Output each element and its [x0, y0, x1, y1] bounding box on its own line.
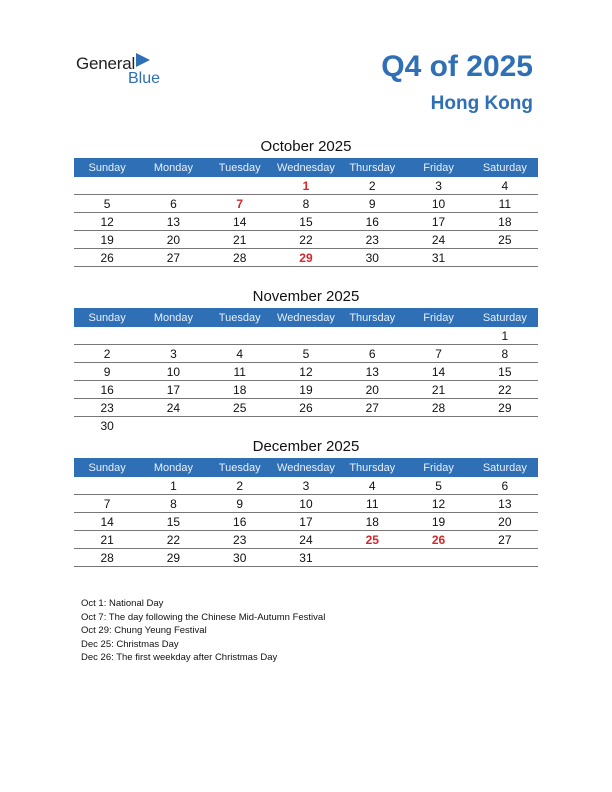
empty-cell [207, 417, 273, 435]
day-cell: 29 [273, 249, 339, 267]
day-cell: 5 [273, 345, 339, 363]
holiday-note: Oct 29: Chung Yeung Festival [81, 625, 207, 637]
day-cell: 1 [273, 177, 339, 195]
day-cell: 7 [405, 345, 471, 363]
week-row [74, 231, 538, 249]
empty-cell [405, 327, 471, 345]
day-cell: 30 [207, 549, 273, 567]
calendar-november [74, 286, 538, 434]
day-cell: 7 [207, 195, 273, 213]
weekday-header: Saturday [472, 458, 538, 477]
day-cell: 19 [273, 381, 339, 399]
day-cell: 23 [74, 399, 140, 417]
weekday-header: Monday [140, 308, 206, 327]
weekday-header: Thursday [339, 458, 405, 477]
week-row [74, 477, 538, 495]
weekday-header: Thursday [339, 158, 405, 177]
weekday-header: Monday [140, 458, 206, 477]
day-cell: 3 [405, 177, 471, 195]
day-cell: 3 [273, 477, 339, 495]
day-cell: 6 [472, 477, 538, 495]
day-cell: 16 [74, 381, 140, 399]
day-cell: 18 [207, 381, 273, 399]
day-cell: 7 [74, 495, 140, 513]
day-cell: 29 [140, 549, 206, 567]
day-cell: 10 [140, 363, 206, 381]
logo-text-general: General [76, 54, 136, 73]
day-cell: 13 [339, 363, 405, 381]
day-cell: 22 [140, 531, 206, 549]
day-cell: 21 [207, 231, 273, 249]
empty-cell [273, 327, 339, 345]
day-cell: 28 [405, 399, 471, 417]
day-cell: 1 [140, 477, 206, 495]
region-label: Hong Kong [430, 93, 533, 114]
day-cell: 11 [472, 195, 538, 213]
month-title: October 2025 [260, 138, 352, 155]
month-title: December 2025 [252, 438, 360, 455]
week-row [74, 249, 538, 267]
day-cell: 15 [472, 363, 538, 381]
day-cell: 2 [74, 345, 140, 363]
day-cell: 16 [207, 513, 273, 531]
day-cell: 18 [339, 513, 405, 531]
day-cell: 30 [100, 418, 114, 433]
weekday-header: Friday [405, 308, 471, 327]
day-cell: 17 [405, 213, 471, 231]
day-cell: 18 [472, 213, 538, 231]
weekday-header: Sunday [74, 158, 140, 177]
week-row [74, 213, 538, 231]
week-row [74, 549, 538, 567]
holiday-note: Dec 26: The first weekday after Christmas Day [81, 652, 278, 664]
logo-text-blue: Blue [128, 70, 161, 87]
empty-cell [140, 417, 206, 435]
day-cell: 5 [74, 195, 140, 213]
holiday-notes [81, 597, 325, 665]
calendar-october [74, 136, 538, 267]
day-cell: 28 [74, 549, 140, 567]
day-cell: 4 [339, 477, 405, 495]
weekday-header: Monday [140, 158, 206, 177]
day-cell: 25 [472, 231, 538, 249]
day-cell: 23 [207, 531, 273, 549]
empty-cell [339, 327, 405, 345]
day-cell: 14 [74, 513, 140, 531]
empty-cell [273, 417, 339, 435]
day-cell: 9 [207, 495, 273, 513]
empty-cell [140, 177, 206, 195]
day-cell: 12 [273, 363, 339, 381]
day-cell: 21 [405, 381, 471, 399]
day-cell: 11 [339, 495, 405, 513]
day-cell: 19 [74, 231, 140, 249]
weekday-header: Saturday [472, 158, 538, 177]
generalblue-logo [76, 52, 186, 92]
holiday-note: Dec 25: Christmas Day [81, 638, 179, 650]
empty-cell [74, 327, 140, 345]
day-cell: 8 [273, 195, 339, 213]
week-row [74, 495, 538, 513]
empty-cell [207, 327, 273, 345]
day-cell: 20 [339, 381, 405, 399]
month-grid [74, 308, 538, 434]
day-cell: 26 [273, 399, 339, 417]
day-cell: 17 [140, 381, 206, 399]
day-cell: 13 [472, 495, 538, 513]
day-cell: 31 [405, 249, 471, 267]
day-cell: 2 [207, 477, 273, 495]
day-cell: 25 [207, 399, 273, 417]
weekday-header: Friday [405, 458, 471, 477]
day-cell: 12 [405, 495, 471, 513]
day-cell: 9 [339, 195, 405, 213]
day-cell: 8 [140, 495, 206, 513]
day-cell: 22 [273, 231, 339, 249]
day-cell: 30 [339, 249, 405, 267]
empty-cell [472, 249, 538, 267]
day-cell: 2 [339, 177, 405, 195]
week-row [74, 417, 538, 435]
week-row [74, 345, 538, 363]
day-cell: 27 [339, 399, 405, 417]
day-cell: 6 [140, 195, 206, 213]
day-cell: 3 [140, 345, 206, 363]
day-cell: 1 [472, 327, 538, 345]
empty-cell [339, 417, 405, 435]
day-cell: 27 [472, 531, 538, 549]
day-cell: 16 [339, 213, 405, 231]
day-cell: 22 [472, 381, 538, 399]
week-row [74, 195, 538, 213]
empty-cell [472, 417, 538, 435]
page-title: Q4 of 2025 [381, 50, 533, 83]
weekday-header: Wednesday [273, 308, 339, 327]
day-cell: 8 [472, 345, 538, 363]
empty-cell [405, 417, 471, 435]
day-cell: 26 [405, 531, 471, 549]
holiday-note: Oct 7: The day following the Chinese Mid-Autumn Festival [81, 611, 326, 623]
day-cell: 11 [207, 363, 273, 381]
day-cell: 28 [207, 249, 273, 267]
day-cell: 6 [339, 345, 405, 363]
weekday-header: Wednesday [273, 158, 339, 177]
day-cell: 20 [140, 231, 206, 249]
week-row [74, 327, 538, 345]
day-cell: 21 [74, 531, 140, 549]
holiday-note: Oct 1: National Day [81, 598, 164, 609]
weekday-header: Tuesday [207, 308, 273, 327]
day-cell: 25 [339, 531, 405, 549]
weekday-header: Sunday [74, 458, 140, 477]
week-row [74, 531, 538, 549]
day-cell: 4 [207, 345, 273, 363]
day-cell: 10 [273, 495, 339, 513]
day-cell: 4 [472, 177, 538, 195]
week-row [74, 399, 538, 417]
day-cell: 24 [405, 231, 471, 249]
day-cell: 24 [140, 399, 206, 417]
week-row [74, 381, 538, 399]
day-cell: 9 [74, 363, 140, 381]
day-cell: 5 [405, 477, 471, 495]
day-cell: 26 [74, 249, 140, 267]
day-cell: 29 [472, 399, 538, 417]
day-cell: 20 [472, 513, 538, 531]
weekday-header: Wednesday [273, 458, 339, 477]
day-cell: 23 [339, 231, 405, 249]
day-cell: 14 [405, 363, 471, 381]
weekday-header: Friday [405, 158, 471, 177]
empty-cell [140, 327, 206, 345]
day-cell: 12 [74, 213, 140, 231]
empty-cell [472, 549, 538, 567]
calendar-december [74, 436, 538, 567]
empty-cell [339, 549, 405, 567]
month-grid [74, 158, 538, 267]
day-cell: 31 [273, 549, 339, 567]
weekday-header: Tuesday [207, 458, 273, 477]
week-row [74, 363, 538, 381]
day-cell: 14 [207, 213, 273, 231]
day-cell: 17 [273, 513, 339, 531]
month-title: November 2025 [252, 288, 360, 305]
day-cell: 13 [140, 213, 206, 231]
weekday-header: Saturday [472, 308, 538, 327]
weekday-header: Tuesday [207, 158, 273, 177]
day-cell: 24 [273, 531, 339, 549]
month-grid [74, 458, 538, 567]
weekday-header: Thursday [339, 308, 405, 327]
empty-cell [74, 477, 140, 495]
day-cell: 15 [273, 213, 339, 231]
day-cell: 10 [405, 195, 471, 213]
empty-cell [74, 177, 140, 195]
empty-cell [207, 177, 273, 195]
logo-flag-icon [136, 53, 150, 67]
week-row [74, 513, 538, 531]
day-cell: 15 [140, 513, 206, 531]
day-cell: 27 [140, 249, 206, 267]
day-cell: 19 [405, 513, 471, 531]
week-row [74, 177, 538, 195]
weekday-header: Sunday [74, 308, 140, 327]
empty-cell [405, 549, 471, 567]
